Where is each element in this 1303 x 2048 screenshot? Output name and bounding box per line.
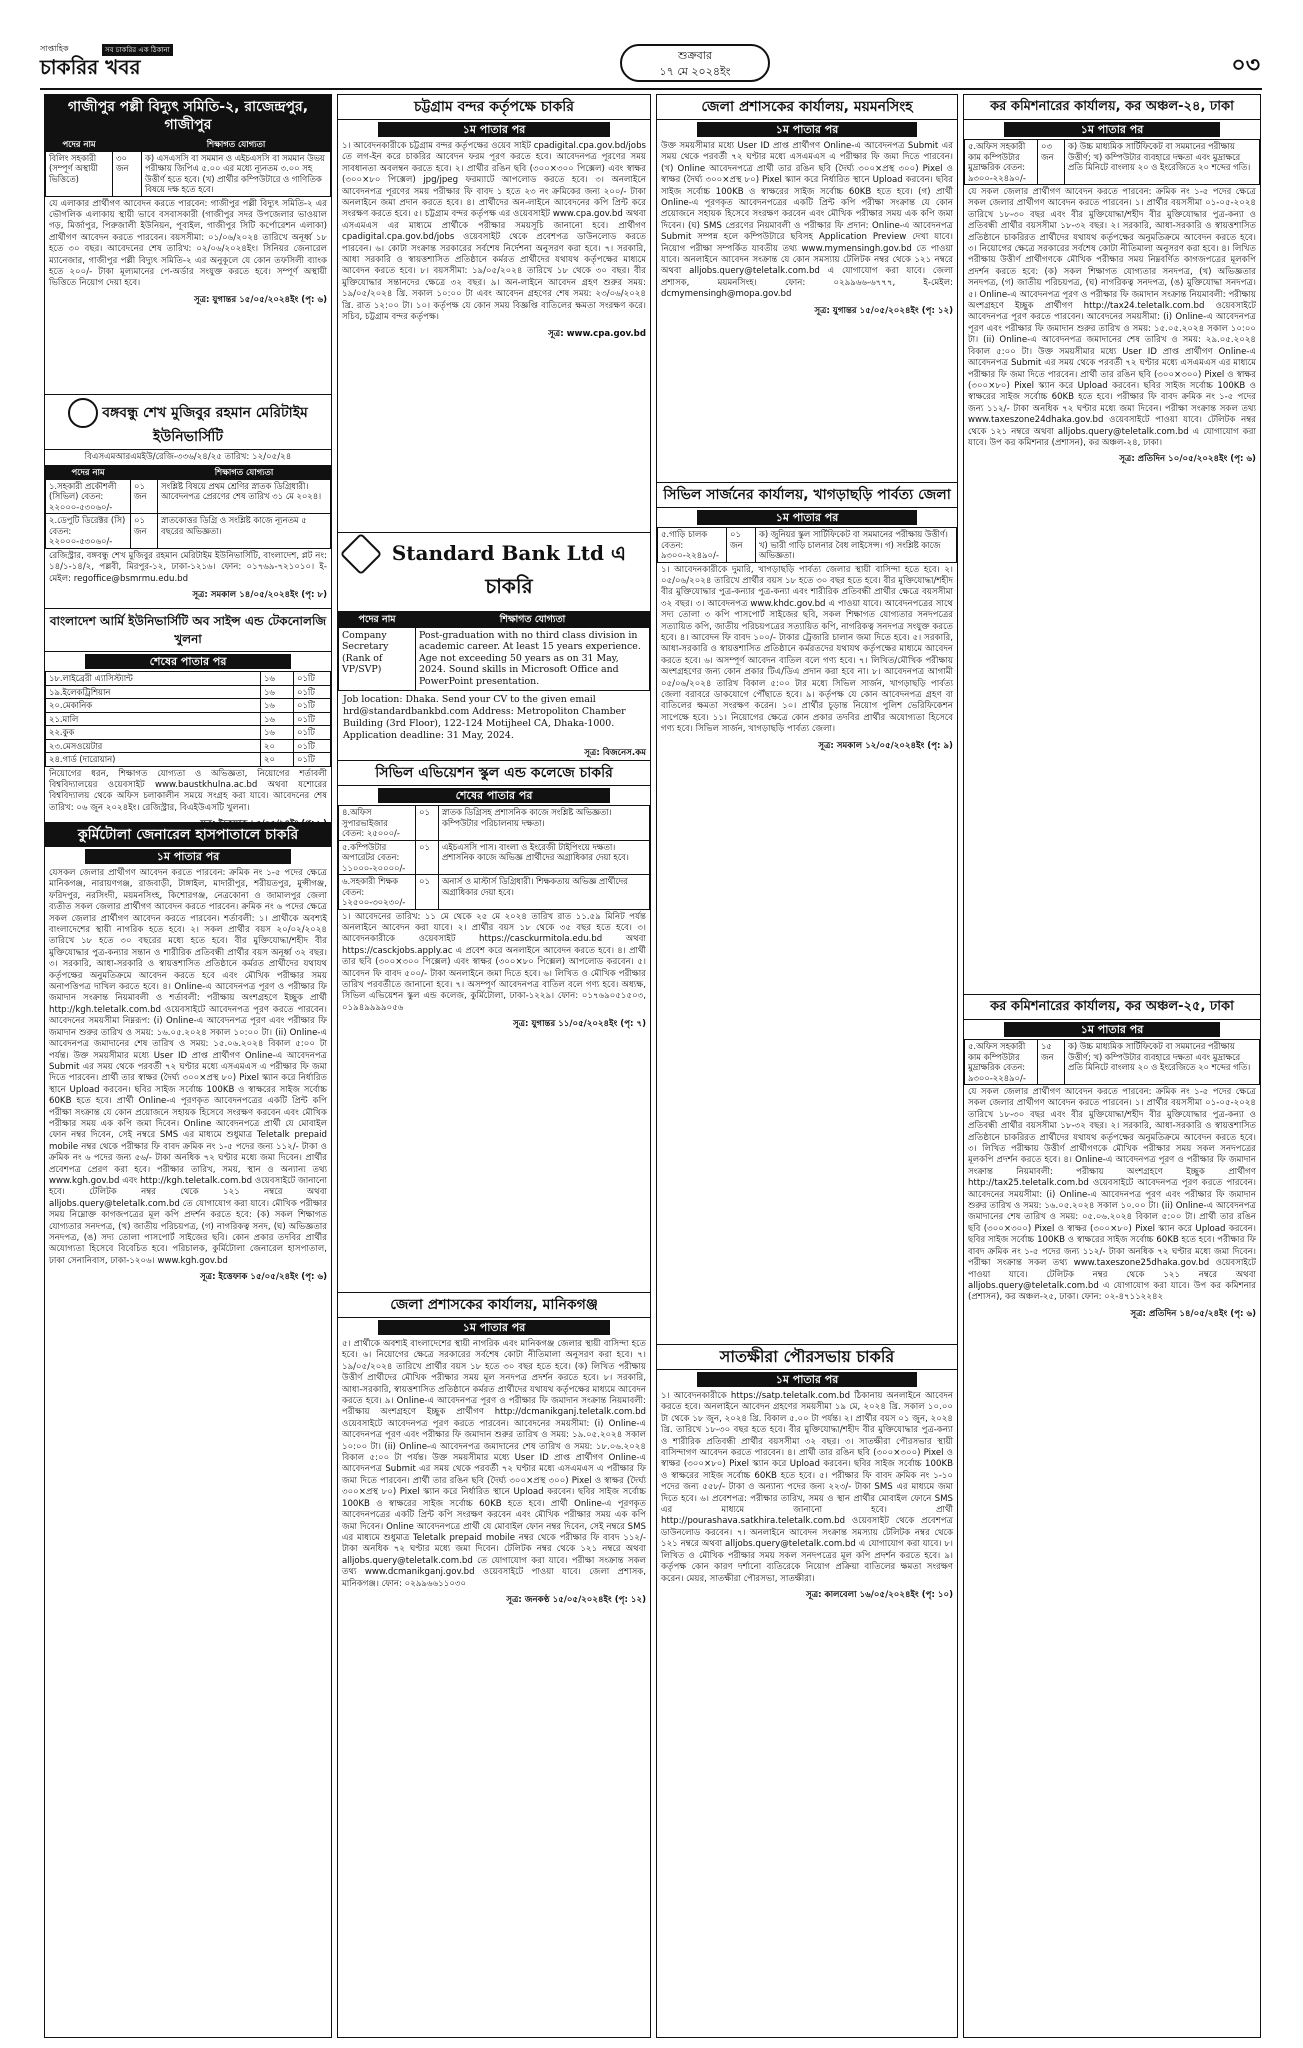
ad-title xyxy=(45,395,331,450)
table-cell: ০১ xyxy=(416,875,439,910)
continued-bar: শেষের পাতার পর xyxy=(378,788,610,803)
ad-title: গাজীপুর পল্লী বিদ্যুৎ সমিতি-২, রাজেন্দ্রপুর, গাজীপুর xyxy=(45,95,331,137)
ad-source: সূত্র: জনকণ্ঠ ১৫/০৫/২০২৪ইং (পৃ: ১২) xyxy=(506,1594,646,1605)
table-row xyxy=(339,627,650,690)
ad-title: জেলা প্রশাসকের কার্যালয়, ময়মনসিংহ xyxy=(657,95,957,120)
continued-bar: ১ম পাতার পর xyxy=(697,510,917,525)
brand-main: চাকরির খবর xyxy=(40,55,141,79)
ad-body: ৫। প্রার্থীকে অবশ্যই বাংলাদেশের স্থায়ী নাগরিক এবং মানিকগঞ্জ জেলার স্থায়ী বাসিন্দা হতে হবে। ৬। নিয়োগের ক্ষেত্রে সরকারের সর্বশেষ কোটা নীতিমালা অনুসরণ করা হবে। ৭। ১৯/০৫/২০২৪ তারিখে প্রার্থীর বয়স ১৮ হতে ৩০ বছর হতে হবে। (ক) লিখিত পরীক্ষায় উত্তীর্ণ প্রার্থীদের মৌখিক পরীক্ষার সময় মূল সনদপত্র প্রদর্শন করতে হবে। ৮। সরকারি, আধা-সরকারি, স্বায়ত্তশাসিত প্রতিষ্ঠানে কর্মরত প্রার্থীদের যথাযথ কর্তৃপক্ষের মাধ্যমে আবেদন করতে হবে। ৯। Online-এ আবেদনপত্র পূরণ ও পরীক্ষার ফি জমাদান সংক্রান্ত নিয়মাবলী: পরীক্ষায় অংশগ্রহণে ইচ্ছুক প্রার্থীগণ http://dcmanikganj.teletalk.com.bd ওয়েবসাইটে আবেদনপত্র পূরণ করতে পারবেন। আবেদনের সময়সীমা: (i) Online-এ আবেদনপত্র পূরণ এবং পরীক্ষার ফি জমাদান শুরুর তারিখ ও সময়: ১৯.০৫.২০২৪ সকাল ১০:০০ টা। (ii) Online-এ আবেদনপত্র জমাদানের শেষ তারিখ ও সময়: ১৮.০৬.২০২৪ বিকাল ৫:০০ টা পর্যন্ত। উক্ত সময়সীমার মধ্যে User ID প্রাপ্ত প্রার্থীগণ Online-এ আবেদনপত্র Submit এর সময় থেকে পরবর্তী ৭২ ঘণ্টার মধ্যে এসএমএস এ পরীক্ষার ফি জমা দিতে পারবেন। প্রার্থী তার রঙিন ছবি (দৈর্ঘ্য ৩০০×প্রস্থ ৩০০) Pixel ও স্বাক্ষর (দৈর্ঘ্য ৩০০×প্রস্থ ৮০) Pixel স্ক্যান করে নির্ধারিত স্থানে Upload করবেন। ছবির সাইজ সর্বোচ্চ 100KB ও স্বাক্ষরের সাইজ সর্বোচ্চ 60KB হতে হবে। প্রার্থী Online-এ পূরণকৃত আবেদনপত্রের একটি প্রিন্ট কপি সংরক্ষণ করবেন এবং মৌখিক পরীক্ষার সময় এক কপি জমা দিবেন। Online আবেদনপত্রে প্রার্থী যে মোবাইল ফোন নম্বর দিবেন, সেই নম্বরে SMS এর মাধ্যমে শুধুমাত্র Teletalk prepaid mobile নম্বর থেকে পরীক্ষার ফি বাবদ ১১২/- টাকা অনধিক ৭২ ঘণ্টার মধ্যে জমা দিবেন। টেলিটক নম্বর থেকে ১২১ নম্বরে অথবা alljobs.query@teletalk.com.bd তে যোগাযোগ করা যাবে। পরীক্ষা সংক্রান্ত সকল তথ্য www.dcmanikganj.gov.bd ওয়েবসাইটে পাওয়া যাবে। জেলা প্রশাসক, মানিকগঞ্জ। ফোন: ০২৯৯৬৬১১০৩০ xyxy=(342,1339,646,1589)
table-row xyxy=(46,685,331,699)
ad-civil-aviation xyxy=(338,761,650,1293)
ad-body: যে সকল জেলার প্রার্থীগণ আবেদন করতে পারবেন: ক্রমিক নং ১-৫ পদের ক্ষেত্রে সকল জেলার প্রার্থীগণ আবেদন করতে পারবেন। ১। প্রার্থীর বয়সসীমা ০১-০৫-২০২৪ তারিখে ১৮-৩০ বছর এবং বীর মুক্তিযোদ্ধা/শহীদ বীর মুক্তিযোদ্ধার পুত্র-কন্যা ও প্রতিবন্ধী প্রার্থীর বয়সসীমা ১৮-৩২ বছর। ২। সরকারি, আধা-সরকারি ও স্বায়ত্তশাসিত প্রতিষ্ঠানে চাকরিরত প্রার্থীদের যথাযথ কর্তৃপক্ষের অনুমতিক্রমে আবেদন করতে হবে। ৩। লিখিত পরীক্ষায় উত্তীর্ণ প্রার্থীগণকে মৌখিক পরীক্ষার সময় সকল সনদপত্রের মূলকপি প্রদর্শন করতে হবে। ৪। Online-এ আবেদনপত্র পূরণ ও পরীক্ষার ফি জমাদান সংক্রান্ত নিয়মাবলী: পরীক্ষায় অংশগ্রহণে ইচ্ছুক প্রার্থীগণ http://tax25.teletalk.com.bd ওয়েবসাইটে আবেদনপত্র পূরণ করতে পারবেন। আবেদনের সময়সীমা: (i) Online-এ আবেদনপত্র পূরণ এবং পরীক্ষার ফি জমাদান শুরুর তারিখ ও সময়: ১৬.০৫.২০২৪ সকাল ১০.০০ টা। (ii) Online-এ আবেদনপত্র জমাদানের শেষ তারিখ ও সময়: ০৫.০৬.২০২৪ বিকাল ৫:০০ টা। প্রার্থী তার রঙিন ছবি (৩০০×৩০০) Pixel ও স্বাক্ষর (৩০০×৮০) Pixel স্ক্যান করে Upload করবেন। ছবির সাইজ সর্বোচ্চ 100KB ও স্বাক্ষরের সাইজ সর্বোচ্চ 60KB হতে হবে। পরীক্ষার ফি বাবদ ক্রমিক নং ১-৫ পদের জন্য ১১২/- টাকা অনধিক ৭২ ঘণ্টার মধ্যে জমা দিবেন। পরীক্ষা সংক্রান্ত সকল তথ্য www.taxeszone25dhaka.gov.bd ওয়েবসাইটে পাওয়া যাবে। টেলিটক নম্বর থেকে ১২১ নম্বরে অথবা alljobs.query@teletalk.com.bd এ যোগাযোগ করা যাবে। উপ কর কমিশনার (প্রশাসন), কর অঞ্চল-২৫, ঢাকা। ফোন: ০২-৪৭১১২২৪২ xyxy=(968,1087,1256,1303)
table-cell: ৫.গাড়ি চালক বেতন: ৯৩০০-২২৪৯০/- xyxy=(658,528,727,563)
table-cell: ০১ জন xyxy=(727,528,756,563)
table-cell: ক) জুনিয়র স্কুল সার্টিফিকেট বা সমমানের পরীক্ষায় উত্তীর্ণ। খ) ভারী গাড়ি চালনার বৈধ লাইসেন্স। গ) সংশ্লিষ্ট কাজে অভিজ্ঞতা। xyxy=(756,528,957,563)
ad-tax-zone-24 xyxy=(964,95,1260,995)
masthead-rule xyxy=(40,88,1262,90)
table-cell: অনার্স ও মাস্টার্স ডিগ্রিধারী। শিক্ষকতায় অভিজ্ঞ প্রার্থীদের অগ্রাধিকার দেয়া হবে। xyxy=(439,875,650,910)
ad-source: সূত্র: www.cpa.gov.bd xyxy=(548,328,646,339)
ad-kurmitola xyxy=(45,823,331,2037)
table-cell: ২০.মেকানিক xyxy=(46,699,261,713)
table-header: পদের নাম xyxy=(339,613,416,628)
table-cell: ১৯.ইলেকট্রিশিয়ান xyxy=(46,685,261,699)
table-cell: ১৬ xyxy=(261,699,294,713)
table-cell: ক) উচ্চ মাধ্যমিক সার্টিফিকেট বা সমমানের পরীক্ষায় উত্তীর্ণ; খ) কম্পিউটার ব্যবহারে দক্ষতা এবং মুদ্রাক্ষরে প্রতি মিনিটে বাংলায় ২০ ও ইংরেজিতে ২০ শব্দের গতি। xyxy=(1065,140,1260,185)
ad-title: সাতক্ষীরা পৌরসভায় চাকরি xyxy=(657,1345,957,1370)
ad-manikganj xyxy=(338,1293,650,2037)
continued-bar: শেষের পাতার পর xyxy=(85,654,291,669)
table-cell: ১৬ xyxy=(261,726,294,740)
table-header: পদের নাম xyxy=(46,466,131,480)
ad-source: সূত্র: প্রতিদিন ১০/০৫/২০২৪ইং (পৃ: ৬) xyxy=(1119,454,1256,465)
table-cell: ৫.অফিস সহকারী কাম কম্পিউটার মুদ্রাক্ষরিক বেতন: ৯৩০০-২২৪৯০/- xyxy=(965,140,1038,185)
continued-bar: ১ম পাতার পর xyxy=(697,1372,917,1387)
page-number: ০৩ xyxy=(1231,53,1260,78)
column-3 xyxy=(656,94,958,2038)
table-cell: ৪.অফিস সুপারভাইজার বেতন: ২৫০০০/- xyxy=(339,806,416,841)
table-row xyxy=(339,875,650,910)
ad-baust xyxy=(45,609,331,823)
table-cell: ক) উচ্চ মাধ্যমিক সার্টিফিকেট বা সমমানের পরীক্ষায় উত্তীর্ণ; খ) কম্পিউটার ব্যবহারে দক্ষতা এবং মুদ্রাক্ষরে প্রতি মিনিটে বাংলায় ২০ ও ইংরেজিতে ২০ শব্দের গতি। xyxy=(1065,1040,1260,1085)
table-cell: ০১ জন xyxy=(131,514,158,549)
ad-source: সূত্র: যুগান্তর ১৫/০৫/২০২৪ইং (পৃ: ১২) xyxy=(814,305,953,316)
table-header xyxy=(131,466,158,480)
table-cell: Company Secretary (Rank of VP/SVP) xyxy=(339,627,416,690)
table-cell: ০১টি xyxy=(294,753,331,767)
table-cell: ১৬ xyxy=(261,685,294,699)
table-cell: ০১ জন xyxy=(131,479,158,514)
brand-small: সাপ্তাহিক xyxy=(40,44,69,53)
table-row xyxy=(46,726,331,740)
table-cell: ৩০ জন xyxy=(113,151,142,196)
table-header: শিক্ষাগত যোগ্যতা xyxy=(416,613,650,628)
table-cell: ২৩.মেসওয়েটার xyxy=(46,739,261,753)
table-cell: ক) এসএসসি বা সমমান ও এইচএসসি বা সমমান উভয় পরীক্ষায় জিপিএ ৫.০০ এর মধ্যে ন্যূনতম ৩.০০ সহ উত্তীর্ণ হতে হবে। (খ) প্রার্থীর কম্পিউটারে ও গাণিতিক বিষয়ে দক্ষ হতে হবে। xyxy=(142,151,331,196)
table-cell: ২.ডেপুটি ডিরেক্টর (সি) বেতন: ২২০০০-৫৩০৬০/- xyxy=(46,514,131,549)
table-cell: ০১টি xyxy=(294,726,331,740)
table-cell: Post-graduation with no third class division in academic career. At least 15 years experience. Age not exceeding 50 years as on 31 May, 2024. Sound skills in Microsoft Office and PowerPoint presentation. xyxy=(416,627,650,690)
ad-title xyxy=(338,533,650,612)
table-row xyxy=(965,140,1260,185)
ad-body: যে সকল জেলার প্রার্থীগণ আবেদন করতে পারবেন: ক্রমিক নং ১-৫ পদের ক্ষেত্রে সকল জেলার প্রার্থীগণ আবেদন করতে পারবেন। ১। প্রার্থীর বয়সসীমা ০১-০৫-২০২৪ তারিখে ১৮-৩০ বছর এবং বীর মুক্তিযোদ্ধা/শহীদ বীর মুক্তিযোদ্ধার পুত্র-কন্যা ও প্রতিবন্ধী প্রার্থীর বয়সসীমা ১৮-৩২ বছর। ২। সরকারি, আধা-সরকারি ও স্বায়ত্তশাসিত প্রতিষ্ঠানে চাকরিরত প্রার্থীদের যথাযথ কর্তৃপক্ষের অনুমতিক্রমে আবেদন করতে হবে। ৩। নিয়োগের ক্ষেত্রে সরকারের সর্বশেষ কোটা নীতিমালা অনুসরণ করা হবে। ৪। লিখিত পরীক্ষায় উত্তীর্ণ প্রার্থীগণকে মৌখিক পরীক্ষার সময় নিম্নবর্ণিত কাগজপত্রের মূলকপি প্রদর্শন করতে হবে: (ক) সকল শিক্ষাগত যোগ্যতার সনদপত্র, (খ) অভিজ্ঞতার সনদপত্র, (গ) জাতীয় পরিচয়পত্র, (ঘ) নাগরিকত্ব সনদপত্র, (ঙ) মুক্তিযোদ্ধা সনদপত্র। ৫। Online-এ আবেদনপত্র পূরণ ও পরীক্ষার ফি জমাদান সংক্রান্ত নিয়মাবলী: পরীক্ষায় অংশগ্রহণে ইচ্ছুক প্রার্থীগণ http://tax24.teletalk.com.bd ওয়েবসাইটে আবেদনপত্র পূরণ করতে পারবেন। আবেদনের সময়সীমা: (i) Online-এ আবেদনপত্র পূরণ এবং পরীক্ষার ফি জমাদান শুরুর তারিখ ও সময়: ১৫.০৫.২০২৪ সকাল ১০:০০ টা। (ii) Online-এ আবেদনপত্র জমাদানের শেষ তারিখ ও সময়: ২৯.০৫.২০২৪ বিকাল ৫:০০ টা। উক্ত সময়সীমার মধ্যে User ID প্রাপ্ত প্রার্থীগণ Online-এ আবেদনপত্র Submit এর সময় থেকে পরবর্তী ৭২ ঘণ্টার মধ্যে এসএমএস এর মাধ্যমে পরীক্ষার ফি জমা দিতে পারবেন। প্রার্থী তার রঙিন ছবি (৩০০×৩০০) Pixel ও স্বাক্ষর (৩০০×৮০) Pixel স্ক্যান করে Upload করবেন। ছবির সাইজ সর্বোচ্চ 100KB ও স্বাক্ষরের সাইজ সর্বোচ্চ 60KB হতে হবে। পরীক্ষার ফি বাবদ ক্রমিক নং ১-৫ পদের জন্য ১১২/- টাকা অনধিক ৭২ ঘণ্টার মধ্যে জমা দিবেন। পরীক্ষা সংক্রান্ত সকল তথ্য www.taxeszone24dhaka.gov.bd ওয়েবসাইটে পাওয়া যাবে। টেলিটক নম্বর থেকে ১২১ নম্বরে অথবা alljobs.query@teletalk.com.bd এ যোগাযোগ করা যাবে। উপ কর কমিশনার (প্রশাসন), কর অঞ্চল-২৪, ঢাকা। xyxy=(968,187,1256,448)
ad-body: যে এলাকার প্রার্থীগণ আবেদন করতে পারবেন: গাজীপুর পল্লী বিদ্যুৎ সমিতি-২ এর ভৌগলিক এলাকায় স্থায়ী ভাবে বসবাসকারী (গাজীপুর সদর উপজেলার ভাওয়াল গড়, মির্জাপুর, পিরুজালী ইউনিয়ন, পূবাইল, গাজীপুর সিটি কর্পোরেশন এলাকা) প্রার্থীগণ আবেদন করতে পারবেন। বয়সসীমা: ০১/০৬/২০২৪ তারিখে অনূর্ধ্ব ১৮ হতে ৩০ বছর। আবেদনের শেষ তারিখ: ০২/০৬/২০২৪ইং। সিনিয়র জেনারেল ম্যানেজার, গাজীপুর পল্লী বিদ্যুৎ সমিতি-২ এর অনুকূলে যে কোন তফসিলী ব্যাংক হতে ২০০/- টাকা মূল্যমানের পে-অর্ডার সংযুক্ত করতে হবে। সম্পূর্ণ অস্থায়ী ভিত্তিতে নিয়োগ দেয়া হবে। xyxy=(49,198,327,289)
ad-body: Job location: Dhaka. Send your CV to the given email hrd@standardbankbd.com Address: Metropoliton Chamber Building (3rd Floor), 122-124 Motijheel CA, Dhaka-1000. Application deadline: 31 May, 2024. xyxy=(343,693,626,741)
ad-source: সূত্র: বিজনেস.কম xyxy=(584,747,646,758)
table-cell: ০১টি xyxy=(294,699,331,713)
table-cell: ১৫ জন xyxy=(1038,1040,1065,1085)
table-row xyxy=(46,753,331,767)
ad-source: সূত্র: কালবেলা ১৬/০৫/২০২৪ইং (পৃ: ১০) xyxy=(806,1589,953,1600)
table-cell: স্নাতকোত্তর ডিগ্রি ও সংশ্লিষ্ট কাজে ন্যূনতম ৫ বছরের অভিজ্ঞতা। xyxy=(158,514,331,549)
table-cell: ০১টি xyxy=(294,712,331,726)
continued-bar: ১ম পাতার পর xyxy=(697,122,917,137)
table-row xyxy=(965,1040,1260,1085)
ad-body: ১। আবেদনের তারিখ: ১১ মে থেকে ২৫ মে ২০২৪ তারিখ রাত ১১.৫৯ মিনিট পর্যন্ত অনলাইনে আবেদন করা যাবে। ২। প্রার্থীর বয়স ১৮ থেকে ৩৫ বছর হতে হবে। ৩। আবেদনকারীকে ওয়েবসাইট https://casckurmitola.edu.bd অথবা https://casckjobs.apply.ac এ প্রবেশ করে অনলাইনে আবেদন করতে হবে। ৪। প্রার্থী তার ছবি (৩০০×৩০০ পিক্সেল) এবং স্বাক্ষর (৩০০×৮০ পিক্সেল) আপলোড করবেন। ৫। আবেদন ফি বাবদ ৫০০/- টাকা অনলাইনে জমা দিতে হবে। ৬। লিখিত ও মৌখিক পরীক্ষার তারিখ পরবর্তীতে জানানো হবে। ৭। অসম্পূর্ণ আবেদনপত্র বাতিল বলে গণ্য হবে। অধ্যক্ষ, সিভিল এভিয়েশন স্কুল এন্ড কলেজ, কুর্মিটোলা, ঢাকা-১২২৯। ফোন: ০১৭৬৯০৫১৫০৩, ০১৯৪৯৯৯৯০৫৬ xyxy=(342,911,646,1013)
table-row xyxy=(658,528,957,563)
table-cell: ০১ xyxy=(416,806,439,841)
ad-body: ১। আবেদনকারীকে দুমারি, খাগড়াছড়ি পার্বত্য জেলার স্থায়ী বাসিন্দা হতে হবে। ২। ০৫/০৬/২০২৪ তারিখে প্রার্থীর বয়স ১৮ হতে ৩০ বছর হতে হবে। বীর মুক্তিযোদ্ধা/শহীদ বীর মুক্তিযোদ্ধার পুত্র-কন্যার পুত্র-কন্যা এবং শারীরিক প্রতিবন্ধী প্রার্থীর ক্ষেত্রে বয়সসীমা ৩২ বছর। ৩। আবেদনপত্র www.khdc.gov.bd এ পাওয়া যাবে। আবেদনপত্রের সাথে সদ্য তোলা ৩ কপি পাসপোর্ট সাইজের ছবি, সকল শিক্ষাগত যোগ্যতার সনদপত্রের সত্যায়িত কপি, জাতীয় পরিচয়পত্রের সত্যায়িত কপি, নাগরিকত্ব সনদপত্র সংযুক্ত করতে হবে। ৪। আবেদন ফি বাবদ ১০০/- টাকার ট্রেজারি চালান জমা দিতে হবে। ৫। সরকারি, আধা-সরকারি ও স্বায়ত্তশাসিত প্রতিষ্ঠানে কর্মরতদের যথাযথ কর্তৃপক্ষের মাধ্যমে আবেদন করতে হবে। ৬। অসম্পূর্ণ আবেদন বাতিল বলে গণ্য হবে। ৭। লিখিত/মৌখিক পরীক্ষায় অংশগ্রহণের জন্য কোন প্রকার টিএ/ডিএ প্রদান করা হবে না। ৮। আবেদনপত্র আগামী ০৫/০৬/২০২৪ তারিখ বিকাল ৫:০০ টার মধ্যে সিভিল সার্জন, খাগড়াছড়ি পার্বত্য জেলা বরাবরে ডাকযোগে পৌঁছাতে হবে। ৯। কর্তৃপক্ষ যে কোন আবেদনপত্র গ্রহণ বা বাতিলের ক্ষমতা সংরক্ষণ করেন। ১০। প্রার্থীর চূড়ান্ত নিয়োগ পুলিশ ভেরিফিকেশন সাপেক্ষে হবে। ১১। নিয়োগের ক্ষেত্রে কোন প্রকার তদবির প্রার্থীর অযোগ্যতা হিসেবে গণ্য হবে। সিভিল সার্জন, খাগড়াছড়ি পার্বত্য জেলা। xyxy=(661,564,953,735)
ad-title-text: বঙ্গবন্ধু শেখ মুজিবুর রহমান মেরিটাইম ইউনিভার্সিটি xyxy=(102,405,308,445)
post-table xyxy=(45,671,331,767)
continued-bar: ১ম পাতার পর xyxy=(1004,122,1220,137)
ad-body: ১। আবেদনকারীকে চট্টগ্রাম বন্দর কর্তৃপক্ষের ওয়েব সাইট cpadigital.cpa.gov.bd/jobs তে লগ-ইন করে চাকরির আবেদন ফরম পূরণ করতে হবে। আবেদনপত্র পূরণের সময় সাবধানতা অবলম্বন করতে হবে। ২। প্রার্থীর রঙিন ছবি (৩০০×৩০০ পিক্সেল) এবং স্বাক্ষর (৩০০×৮০ পিক্সেল) jpg/jpeg ফরম্যাটে আপলোড করতে হবে। ৩। অনলাইনে আবেদনপত্র পূরণের সময় পরীক্ষার ফি বাবদ ১ হতে ২৩ নং ক্রমিকের জন্য ২০০/- টাকা অনলাইনে জমা প্রদান করতে হবে। ৪। প্রার্থীদের অন-লাইনে আবেদনের কপি প্রিন্ট করে সংরক্ষণ করতে হবে। ৫। চট্টগ্রাম বন্দর কর্তৃপক্ষ এর ওয়েবসাইট www.cpa.gov.bd অথবা এসএমএস এর মাধ্যমে প্রার্থীকে পরীক্ষার সময়সূচি জানানো হবে। প্রার্থীগণ cpadigital.cpa.gov.bd/jobs ওয়েবসাইট থেকে প্রবেশপত্র ডাউনলোড করতে পারবেন। ৬। কোটা সংক্রান্ত সরকারের সর্বশেষ নির্দেশনা অনুসরণ করা হবে। ৭। সরকারি, আধা সরকারি ও স্বায়ত্তশাসিত প্রতিষ্ঠানে কর্মরত প্রার্থীদের যথাযথ কর্তৃপক্ষের মাধ্যমে আবেদন করতে হবে। ৮। বয়সসীমা: ১৯/০৫/২০২৪ তারিখে ১৮ থেকে ৩০ বছর। বীর মুক্তিযোদ্ধার সন্তানদের ক্ষেত্রে ৩২ বছর। ৯। অন-লাইনে আবেদন গ্রহণ শুরুর সময়: ১৯/০৫/২০২৪ খ্রি. সকাল ১০:০০ টা এবং আবেদন গ্রহণের শেষ সময়: ২৩/০৬/২০২৪ খ্রি. রাত ১২:০০ টা। ১০। কর্তৃপক্ষ যে কোন সময় বিজ্ঞপ্তি বাতিলের ক্ষমতা সংরক্ষণ করে। সচিব, চট্টগ্রাম বন্দর কর্তৃপক্ষ। xyxy=(342,141,646,323)
table-header: শিক্ষাগত যোগ্যতা xyxy=(158,466,331,480)
ad-ref: বিএসএমআরএমইউ/রেজি-৩৩৬/২৪/২৫ তারিখ: ১২/০৫/২৪ xyxy=(84,452,292,462)
table-cell: ৫.কম্পিউটার অপারেটর বেতন: ১১০০০-২০০০০/- xyxy=(339,840,416,875)
ad-bsmrmu xyxy=(45,395,331,609)
table-row xyxy=(46,712,331,726)
post-table xyxy=(338,612,650,691)
column-1 xyxy=(44,94,332,2038)
table-header: পদের নাম xyxy=(46,138,113,152)
ad-title: জেলা প্রশাসকের কার্যালয়, মানিকগঞ্জ xyxy=(338,1293,650,1318)
ad-body: যেসকল জেলার প্রার্থীগণ আবেদন করতে পারবেন: ক্রমিক নং ১-৫ পদের ক্ষেত্রে মানিকগঞ্জ, নারায়ণগঞ্জ, রাজবাড়ী, টাঙ্গাইল, মাদারীপুর, শরীয়তপুর, মুন্সীগঞ্জ, ফরিদপুর, নরসিংদী, ময়মনসিংহ, কিশোরগঞ্জ, নেত্রকোনা ও জামালপুর জেলা ব্যতীত সকল জেলার প্রার্থীগণ আবেদন করতে পারবেন। ক্রমিক নং ৬ পদের ক্ষেত্রে সকল জেলার প্রার্থীগণ আবেদন করতে পারবেন। শর্তাবলী: ১। প্রার্থীকে অবশ্যই বাংলাদেশের স্থায়ী নাগরিক হতে হবে। ২। সকল প্রার্থীর বয়স ২০/০২/২০২৪ তারিখে ১৮ হতে ৩০ বছরের মধ্যে হতে হবে। বীর মুক্তিযোদ্ধা/শহীদ বীর মুক্তিযোদ্ধার পুত্র-কন্যার সন্তান ও শারীরিক প্রতিবন্ধী প্রার্থীর বয়স অনূর্ধ্ব ৩২ বছর। ৩। সরকারি, আধা-সরকারি ও স্বায়ত্তশাসিত প্রতিষ্ঠানে কর্মরত প্রার্থীদের যথাযথ কর্তৃপক্ষের অনুমতিক্রমে আবেদন করতে হবে এবং মৌখিক পরীক্ষার সময় অনাপত্তিপত্র দাখিল করতে হবে। ৪। Online-এ আবেদনপত্র পূরণ ও পরীক্ষার ফি জমাদান সংক্রান্ত নিয়মাবলী ও শর্তাবলী: পরীক্ষায় অংশগ্রহণে ইচ্ছুক প্রার্থী http://kgh.teletalk.com.bd ওয়েবসাইটে আবেদনপত্র পূরণ করতে পারবেন। আবেদনের সময়সীমা নিম্নরূপ: (i) Online-এ আবেদনপত্র পূরণ এবং পরীক্ষার ফি জমাদান শুরুর তারিখ ও সময়: ১৬.০৫.২০২৪ সকাল ১০:০০ টা। (ii) Online-এ আবেদনপত্র জমাদানের শেষ তারিখ ও সময়: ১৫.০৬.২০২৪ বিকাল ৫:০০ টা পর্যন্ত। উক্ত সময়সীমার মধ্যে User ID প্রাপ্ত প্রার্থীগণ Online-এ আবেদনপত্র Submit এর সময় থেকে পরবর্তী ৭২ ঘণ্টার মধ্যে এসএমএস এ পরীক্ষার ফি জমা দিতে পারবেন। প্রার্থী তার স্বাক্ষর (দৈর্ঘ্য ৩০০×প্রস্থ ৮০) Pixel স্ক্যান করে নির্ধারিত স্থানে Upload করবেন। ছবির সাইজ সর্বোচ্চ 100KB ও স্বাক্ষরের সাইজ সর্বোচ্চ 60KB হতে হবে। প্রার্থী Online-এ পূরণকৃত আবেদনপত্রের একটি প্রিন্ট কপি পরীক্ষা সংক্রান্ত যে কোন প্রয়োজনে সহায়ক হিসেবে সংরক্ষণ করবেন এবং মৌখিক পরীক্ষার সময় এক কপি জমা দিবেন। Online আবেদনপত্রে প্রার্থী যে মোবাইল ফোন নম্বর দিবেন, সেই নম্বরে SMS এর মাধ্যমে শুধুমাত্র Teletalk prepaid mobile নম্বর থেকে পরীক্ষার ফি বাবদ ক্রমিক নং ১-৫ পদের জন্য ১১২/- টাকা ও ক্রমিক নং ৬ পদের জন্য ৫৬/- টাকা অনধিক ৭২ ঘণ্টার মধ্যে জমা দিবেন। প্রার্থীর প্রবেশপত্র প্রেরণ করা হবে। পরীক্ষার তারিখ, সময়, স্থান ও অন্যান্য তথ্য www.kgh.gov.bd এবং http://kgh.teletalk.com.bd ওয়েবসাইটে জানানো হবে। টেলিটক নম্বর থেকে ১২১ নম্বরে অথবা alljobs.query@teletalk.com.bd তে যোগাযোগ করা যাবে। মৌখিক পরীক্ষার সময় নিম্নোক্ত কাগজপত্রের মূল কপি প্রদর্শন করতে হবে: (ক) সকল শিক্ষাগত যোগ্যতার সনদপত্র, (খ) জাতীয় পরিচয়পত্র, (গ) নাগরিকত্ব সনদ, (ঘ) অভিজ্ঞতার সনদপত্র, (ঙ) সদ্য তোলা পাসপোর্ট সাইজের ছবি। কোন প্রকার তদবির প্রার্থীর অযোগ্যতা হিসেবে বিবেচিত হবে। পরিচালক, কুর্মিটোলা জেনারেল হাসপাতাল, ঢাকা সেনানিবাস, ঢাকা-১২০৬। www.kgh.gov.bd xyxy=(49,868,327,1266)
table-cell: ০১ xyxy=(416,840,439,875)
ad-source: সূত্র: যুগান্তর ১১/০৫/২০২৪ইং (পৃ: ৭) xyxy=(513,1019,646,1030)
ad-source: সূত্র: সমকাল ১২/০৫/২০২৪ইং (পৃ: ৯) xyxy=(818,740,953,751)
table-cell: ২১.মালি xyxy=(46,712,261,726)
post-table xyxy=(338,805,650,910)
table-cell: ০১টি xyxy=(294,672,331,686)
post-table xyxy=(964,139,1260,185)
table-cell: ০১টি xyxy=(294,685,331,699)
continued-bar: ১ম পাতার পর xyxy=(378,122,610,137)
table-cell: সংশ্লিষ্ট বিষয়ে প্রথম শ্রেণির স্নাতক ডিগ্রিধারী। আবেদনপত্র প্রেরণের শেষ তারিখ ৩১ মে ২০২৪। xyxy=(158,479,331,514)
table-row xyxy=(46,739,331,753)
table-cell: ৫.অফিস সহকারী কাম কম্পিউটার মুদ্রাক্ষরিক বেতন: ৯৩০০-২২৪৯০/- xyxy=(965,1040,1038,1085)
post-table xyxy=(45,137,331,197)
ad-khagrachari xyxy=(657,483,957,1345)
table-cell: ১৬ xyxy=(261,712,294,726)
table-cell: ০৩ জন xyxy=(1038,140,1065,185)
table-header: শিক্ষাগত যোগ্যতা xyxy=(142,138,331,152)
issue-date-text: ১৭ মে ২০২৪ইং xyxy=(659,65,731,78)
ad-title: কর কমিশনারের কার্যালয়, কর অঞ্চল-২৪, ঢাকা xyxy=(964,95,1260,120)
ad-source: সূত্র: সমকাল ১৪/০৫/২০২৪ইং (পৃ: ৮) xyxy=(192,590,327,601)
ad-satkhira xyxy=(657,1345,957,2037)
brand xyxy=(40,44,210,84)
table-cell: স্নাতক ডিগ্রিসহ প্রশাসনিক কাজে সংশ্লিষ্ট অভিজ্ঞতা। কম্পিউটার পরিচালনায় দক্ষতা। xyxy=(439,806,650,841)
post-table xyxy=(45,465,331,549)
ad-tax-zone-25 xyxy=(964,995,1260,2037)
table-cell: ২২.কুক xyxy=(46,726,261,740)
table-cell: ০১টি xyxy=(294,739,331,753)
ad-body: ১। আবেদনকারীকে https://satp.teletalk.com.bd ঠিকানায় অনলাইনে আবেদন করতে হবে। অনলাইনে আবেদন গ্রহণের সময়সীমা ১৯ মে, ২০২৪ খ্রি. সকাল ১০.০০ টা থেকে ১৮ জুন, ২০২৪ খ্রি. বিকাল ৫.০০ টা পর্যন্ত। ২। প্রার্থীর বয়স ০১ জুন, ২০২৪ খ্রি. তারিখে ১৮-৩০ বছর হতে হবে। বীর মুক্তিযোদ্ধা/শহীদ বীর মুক্তিযোদ্ধার পুত্র-কন্যা ও শারীরিক প্রতিবন্ধী প্রার্থীর বয়সসীমা ৩২ বছর। ৩। সাতক্ষীরা পৌরসভার স্থায়ী বাসিন্দাগণ আবেদন করতে পারবেন। ৪। প্রার্থী তার রঙিন ছবি (৩০০×৩০০) Pixel ও স্বাক্ষর (৩০০×৮০) Pixel স্ক্যান করে Upload করবেন। ছবির সাইজ সর্বোচ্চ 100KB ও স্বাক্ষরের সাইজ সর্বোচ্চ 60KB হতে হবে। ৫। পরীক্ষার ফি বাবদ ক্রমিক নং ১-১০ পদের জন্য ৫৫৮/- টাকা ও অন্যান্য পদের জন্য ২২৩/- টাকা SMS এর মাধ্যমে জমা দিতে হবে। ৬। প্রবেশপত্র: পরীক্ষার তারিখ, সময় ও স্থান প্রার্থীর মোবাইল ফোনে SMS এর মাধ্যমে জানানো হবে। প্রার্থী http://pourashava.satkhira.teletalk.com.bd ওয়েবসাইট থেকে প্রবেশপত্র ডাউনলোড করবেন। ৭। অনলাইনে আবেদন সংক্রান্ত সমস্যায় টেলিটক নম্বর থেকে ১২১ নম্বরে অথবা alljobs.query@teletalk.com.bd এ যোগাযোগ করা যাবে। ৮। লিখিত ও মৌখিক পরীক্ষার সময় সকল সনদপত্রের মূল কপি প্রদর্শন করতে হবে। ৯। কর্তৃপক্ষ কোন কারণ দর্শানো ব্যতিরেকে নিয়োগ প্রক্রিয়া বাতিলের ক্ষমতা সংরক্ষণ করেন। মেয়র, সাতক্ষীরা পৌরসভা, সাতক্ষীরা। xyxy=(661,1391,953,1584)
table-cell: ৬.সহকারী শিক্ষক বেতন: ১২৫০০-৩০২৩০/- xyxy=(339,875,416,910)
ad-chittagong-port xyxy=(338,95,650,533)
table-cell: ১৮.লাইব্রেরী এ্যাসিস্ট্যান্ট xyxy=(46,672,261,686)
table-cell: ২০ xyxy=(261,753,294,767)
table-cell: ১.সহকারী প্রকৌশলী (সিভিল) বেতন: ২২০০০-৫৩০৬০/- xyxy=(46,479,131,514)
ad-body: রেজিস্ট্রার, বঙ্গবন্ধু শেখ মুজিবুর রহমান মেরিটাইম ইউনিভার্সিটি, বাংলাদেশ, প্লট নং: ১৪/১-১৪/২, পল্লবী, মিরপুর-১২, ঢাকা-১২১৬। ফোন: ০১৭৬৯-৭২১০১০। ই-মেইল: regoffice@bsmrmu.edu.bd xyxy=(49,550,327,584)
continued-bar: ১ম পাতার পর xyxy=(1004,1022,1220,1037)
masthead xyxy=(40,44,1262,84)
bank-logo-icon xyxy=(340,533,382,575)
ad-mymensingh xyxy=(657,95,957,483)
ad-body: উক্ত সময়সীমার মধ্যে User ID প্রাপ্ত প্রার্থীগণ Online-এ আবেদনপত্র Submit এর সময় থেকে পরবর্তী ৭২ ঘণ্টার মধ্যে এসএমএস এ পরীক্ষার ফি জমা দিতে পারবেন। (খ) Online আবেদনপত্রে প্রার্থী তার রঙিন ছবি (দৈর্ঘ্য ৩০০×প্রস্থ ৩০০) Pixel ও স্বাক্ষর (দৈর্ঘ্য ৩০০×প্রস্থ ৮০) Pixel স্ক্যান করে নির্ধারিত স্থানে Upload করবেন। ছবির সাইজ সর্বোচ্চ 100KB ও স্বাক্ষরের সাইজ সর্বোচ্চ 60KB হতে হবে। (গ) প্রার্থী Online-এ পূরণকৃত আবেদনপত্রের একটি প্রিন্ট কপি পরীক্ষা সংক্রান্ত যে কোন প্রয়োজনে সহায়ক হিসেবে সংরক্ষণ করবেন এবং মৌখিক পরীক্ষার সময় এক কপি জমা দিবেন। (ঘ) SMS প্রেরণের নিয়মাবলী ও পরীক্ষার ফি প্রদান: Online-এ আবেদনপত্র Submit সম্পন্ন হলে কম্পিউটারে ছবিসহ Application Preview দেখা যাবে। নিয়োগ পরীক্ষা সম্পর্কিত যাবতীয় তথ্য www.mymensingh.gov.bd তে পাওয়া যাবে। অনলাইনে আবেদন সংক্রান্ত যে কোন সমস্যায় টেলিটক নম্বর থেকে ১২১ নম্বরে অথবা alljobs.query@teletalk.com.bd এ যোগাযোগ করা যাবে। জেলা প্রশাসক, ময়মনসিংহ। ফোন: ০২৯৯৬৬-৬৭৭৭, ই-মেইল: dcmymensingh@mopa.gov.bd xyxy=(661,141,953,300)
table-row xyxy=(339,806,650,841)
continued-bar: ১ম পাতার পর xyxy=(85,849,291,864)
ad-body: নিয়োগের ধরন, শিক্ষাগত যোগ্যতা ও অভিজ্ঞতা, নিয়োগের শর্তাবলী বিশ্ববিদ্যালয়ের ওয়েবসাইট www.baustkhulna.ac.bd অথবা যশোরের বিশ্ববিদ্যালয় থেকে অফিস চলাকালীন সময়ে সংগ্রহ করা যাবে। আবেদনের শেষ তারিখ: ০৬ জুন ২০২৪ইং। রেজিস্ট্রার, বিএইউএসটি খুলনা। xyxy=(49,768,327,813)
table-cell: ২৪.গার্ড (দারোয়ান) xyxy=(46,753,261,767)
ad-title: কুর্মিটোলা জেনারেল হাসপাতালে চাকরি xyxy=(45,823,331,847)
ad-standard-bank xyxy=(338,533,650,761)
post-table xyxy=(657,527,957,563)
table-cell: ১৬ xyxy=(261,672,294,686)
issue-date xyxy=(620,44,770,82)
brand-tag: সব চাকরির এক ঠিকানা xyxy=(102,44,173,56)
ad-title: চট্টগ্রাম বন্দর কর্তৃপক্ষে চাকরি xyxy=(338,95,650,120)
table-row xyxy=(46,514,331,549)
ad-title-text: Standard Bank Ltd এ চাকরি xyxy=(391,541,627,598)
ad-title: বাংলাদেশ আর্মি ইউনিভার্সিটি অব সাইন্স এন্ড টেকনোলজি খুলনা xyxy=(45,609,331,652)
ad-source: সূত্র: যুগান্তর ১৫/০৫/২০২৪ইং (পৃ: ৬) xyxy=(194,294,327,305)
table-row xyxy=(46,479,331,514)
post-table xyxy=(964,1039,1260,1085)
table-header xyxy=(113,138,142,152)
continued-bar: ১ম পাতার পর xyxy=(378,1320,610,1335)
ad-source: সূত্র: ইত্তেফাক ১৫/০৫/২৪ইং (পৃ: ৬) xyxy=(200,1272,327,1283)
issue-day: শুক্রবার xyxy=(677,49,713,62)
table-cell: বিলিং সহকারী (সম্পূর্ণ অস্থায়ী ভিত্তিতে) xyxy=(46,151,113,196)
ad-source: সূত্র: প্রতিদিন ১৪/০৫/২৪ইং (পৃ: ৬) xyxy=(1130,1308,1256,1319)
table-cell: ২০ xyxy=(261,739,294,753)
university-seal-icon xyxy=(68,398,98,428)
table-row xyxy=(46,151,331,196)
ad-gazipur xyxy=(45,95,331,395)
table-row xyxy=(46,699,331,713)
ad-title: সিভিল সার্জনের কার্যালয়, খাগড়াছড়ি পার্বত্য জেলা xyxy=(657,483,957,508)
table-row xyxy=(339,840,650,875)
table-row xyxy=(46,672,331,686)
column-4 xyxy=(963,94,1261,2038)
ad-title: কর কমিশনারের কার্যালয়, কর অঞ্চল-২৫, ঢাকা xyxy=(964,995,1260,1020)
column-2 xyxy=(337,94,651,2038)
ad-title: সিভিল এভিয়েশন স্কুল এন্ড কলেজে চাকরি xyxy=(338,761,650,786)
table-cell: এইচএসসি পাস। বাংলা ও ইংরেজী টাইপিংয়ে দক্ষতা। প্রশাসনিক কাজে অভিজ্ঞ প্রার্থীদের অগ্রাধিকার দেয়া হবে। xyxy=(439,840,650,875)
